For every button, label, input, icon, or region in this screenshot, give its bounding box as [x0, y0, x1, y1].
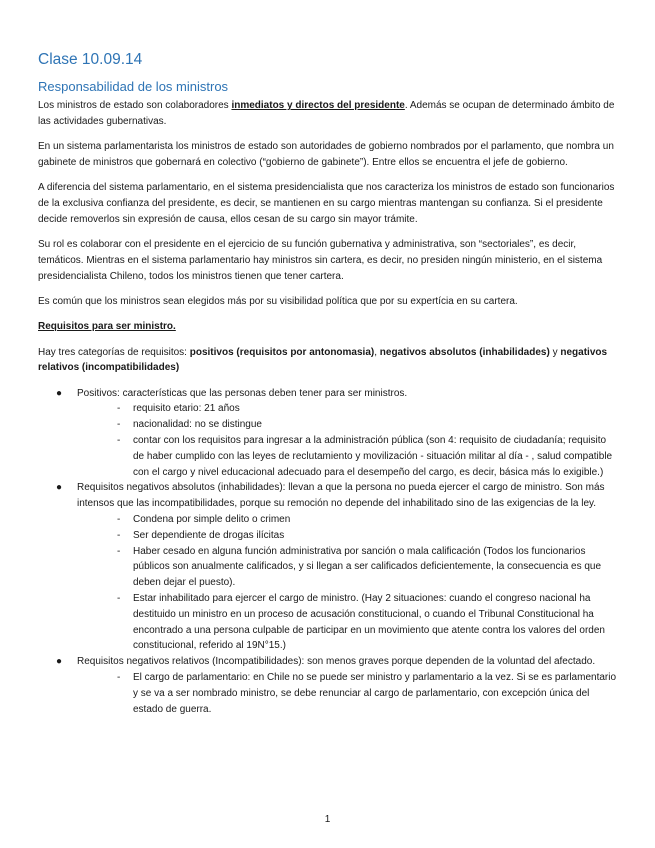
- paragraph-parlamentarista: En un sistema parlamentarista los ministros de estado son autoridades de gobierno nombrados por el parlamento, que nombra un gabinete de ministros que gobernará en colectivo (“gobierno de gabinete”). Entre ellos se encuentra el jefe de gobierno.: [38, 141, 614, 168]
- p1-emphasis: inmediatos y directos del presidente: [231, 100, 405, 111]
- section-heading-requisitos: Requisitos para ser ministro.: [38, 321, 176, 333]
- bullet-negativos-absolutos: [38, 480, 618, 654]
- dash-icon: -: [117, 403, 121, 415]
- list-item: [77, 670, 618, 717]
- list-item-text: Haber cesado en alguna función administrativa por sanción o mala calificación (Todos los funcionarios públicos son anualmente calificados, y si llegan a ser calificados deficientemente, la consecuencia es que deben dejar el puesto).: [133, 545, 602, 589]
- sublist-positivos: [77, 401, 618, 480]
- list-item-text: Condena por simple delito o crimen: [133, 514, 291, 526]
- list-item: [77, 591, 618, 654]
- dash-icon: -: [117, 593, 121, 605]
- list-item: [77, 512, 618, 528]
- dash-icon: -: [117, 435, 121, 447]
- bullet-icon: ●: [56, 387, 63, 399]
- list-item: [77, 417, 618, 433]
- bullet-icon: ●: [56, 482, 63, 494]
- bullet-text: Requisitos negativos absolutos (inhabilidades): llevan a que la persona no pueda ejercer el cargo de ministro. Son más intensos que las incompatibilidades, porque su remoción no depende del inhabilitado sino de las exigencias de la ley.: [77, 482, 605, 510]
- p6-text-c: ,: [374, 346, 380, 358]
- list-item-text: contar con los requisitos para ingresar a la administración pública (son 4: requisito de ciudadanía; requisito de haber cumplido con las leyes de reclutamiento y movilización - situación militar al día - , salud compatible con el cargo y nivel educacional adecuado para el desempeño del cargo, es decir, básica más lo exigible.): [133, 435, 613, 478]
- dash-icon: -: [117, 419, 121, 431]
- paragraph-presidencialista: A diferencia del sistema parlamentario, en el sistema presidencialista que nos caracteriza los ministros de estado son funcionarios de la exclusiva confianza del presidente, es decir, se mantienen en su cargo mientras mantengan su confianza. Si el presidente decide removerlos sin expresión de causa, ellos cesan de su cargo sin mayor trámite.: [38, 182, 615, 225]
- list-item-text: Estar inhabilitado para ejercer el cargo de ministro. (Hay 2 situaciones: cuando el congreso nacional ha destituido un ministro en un proceso de acusación constitucional, o cuando el Tribunal Constitucional ha encontrado a una persona culpable de participar en un movimiento que atente contra los valores del orden constitucional, referido al 19N°15.): [133, 593, 605, 652]
- requisitos-list: [38, 386, 618, 718]
- paragraph-intro: [38, 98, 618, 130]
- sublist-absolutos: [77, 512, 618, 654]
- bullet-icon: ●: [56, 656, 63, 668]
- dash-icon: -: [117, 672, 121, 683]
- bullet-negativos-relativos: [38, 654, 618, 717]
- page-number: 1: [324, 814, 331, 825]
- bullet-text: Requisitos negativos relativos (Incompatibilidades): son menos graves porque dependen de la voluntad del afectado.: [77, 656, 596, 668]
- bullet-text: Positivos: características que las personas deben tener para ser ministros.: [77, 387, 408, 399]
- dash-icon: -: [117, 545, 121, 557]
- document-page: [38, 50, 618, 717]
- p6-text-a: Hay tres categorías de requisitos:: [38, 346, 190, 358]
- paragraph-visibilidad: Es común que los ministros sean elegidos más por su visibilidad política que por su expertícia en su cartera.: [38, 295, 518, 307]
- p6-bold-absolutos: negativos absolutos (inhabilidades): [379, 346, 550, 358]
- document-title: Clase 10.09.14: [38, 51, 143, 68]
- list-item-text: Ser dependiente de drogas ilícitas: [133, 529, 285, 541]
- p6-bold-positivos: positivos (requisitos por antonomasia): [189, 346, 375, 358]
- p1-text-a: Los ministros de estado son colaboradores: [38, 100, 232, 111]
- sublist-relativos: [77, 670, 618, 717]
- p1-text-b: . Además se ocupan de determinado ámbito de las actividades gubernativas.: [38, 100, 615, 127]
- p6-text-d: y: [549, 346, 561, 358]
- list-item-text: requisito etario: 21 años: [133, 403, 240, 415]
- paragraph-categorias: [38, 345, 618, 377]
- paragraph-rol: Su rol es colaborar con el presidente en el ejercicio de su función gubernativa y administrativa, son “sectoriales”, es decir, temáticos. Mientras en el sistema parlamentario hay ministros sin cartera, es decir, no presiden ningún ministerio, en el sistema presidencialista Chileno, todos los ministros tienen que tener cartera.: [38, 239, 603, 282]
- list-item-text: El cargo de parlamentario: en Chile no se puede ser ministro y parlamentario a la vez. Si se es parlamentario y se va a ser nombrado ministro, se debe renunciar al cargo de parlamentario, con excepción única del estado de guerra.: [133, 672, 617, 715]
- bullet-positivos: [38, 386, 618, 481]
- list-item: [77, 401, 618, 417]
- list-item: [77, 433, 618, 480]
- section-subtitle: Responsabilidad de los ministros: [38, 79, 229, 94]
- list-item: [77, 544, 618, 591]
- list-item-text: nacionalidad: no se distingue: [133, 419, 262, 431]
- p6-bold-relativos: negativos relativos (incompatibilidades): [38, 346, 608, 374]
- dash-icon: -: [117, 514, 121, 526]
- dash-icon: -: [117, 529, 121, 541]
- list-item: [77, 528, 618, 544]
